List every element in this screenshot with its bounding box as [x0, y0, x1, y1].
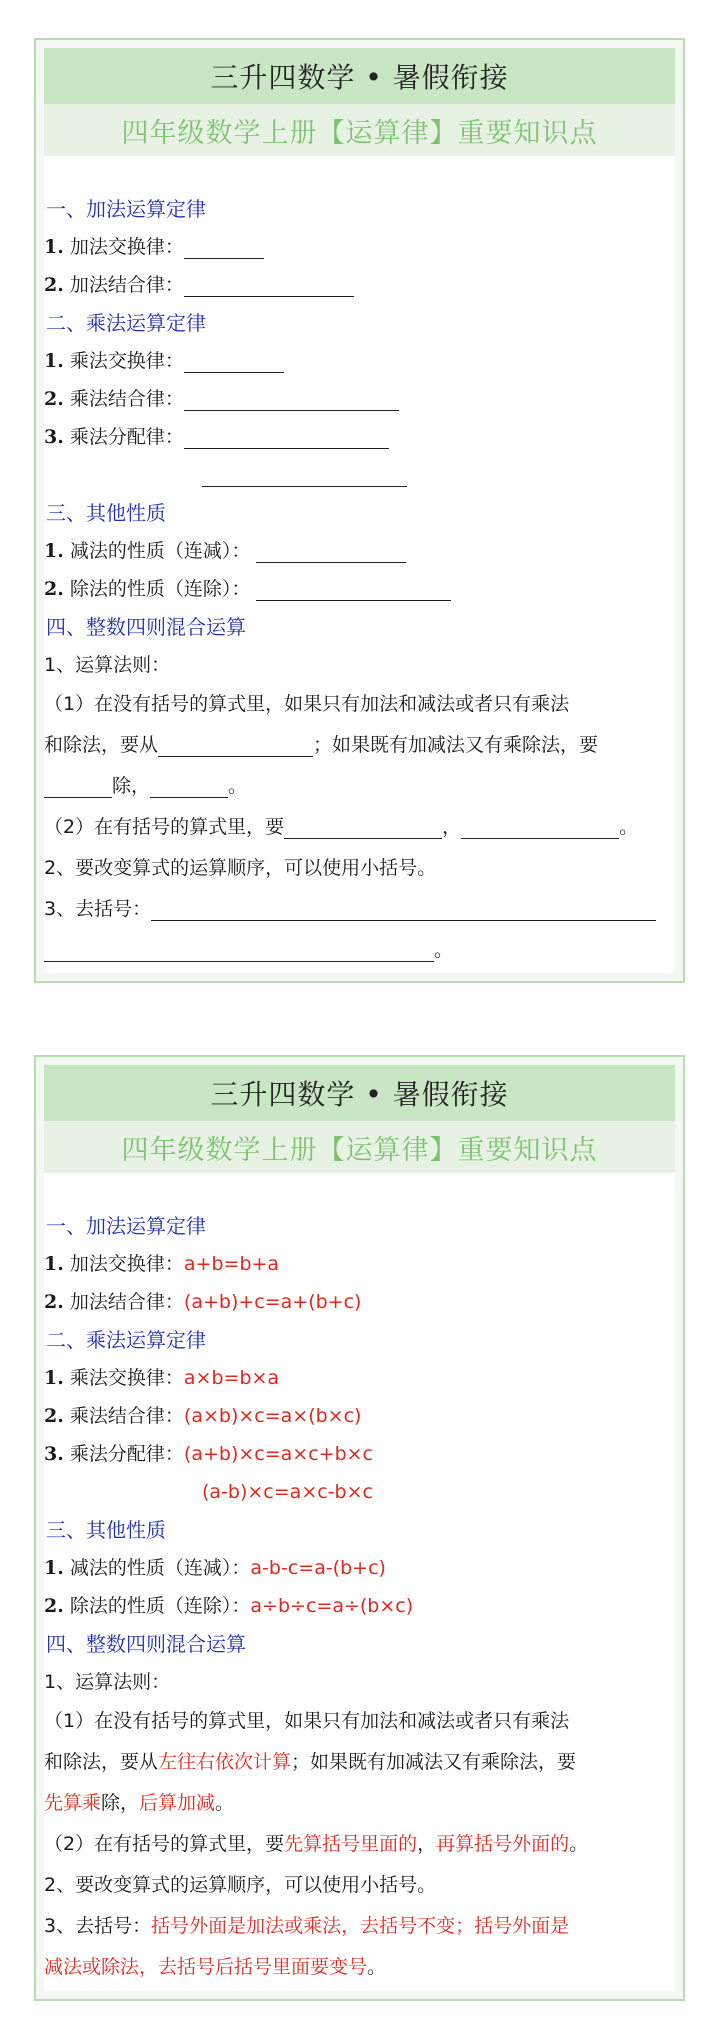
- item-label: 乘法交换律：: [69, 1367, 184, 1389]
- answer-blank[interactable]: [184, 274, 354, 297]
- answer-text: 减法或除法，去括号后括号里面要变号: [44, 1956, 368, 1978]
- answer-blank[interactable]: [184, 350, 284, 373]
- answer-blank[interactable]: [256, 578, 451, 601]
- rule-r2: 2、要改变算式的运算顺序，可以使用小括号。: [44, 1874, 437, 1896]
- card-inner: [44, 48, 675, 973]
- text: 和除法，要从: [44, 734, 159, 756]
- item-add-commute: [44, 1245, 675, 1283]
- text: 。: [367, 1956, 387, 1978]
- text: ；如果既有加减法又有乘除法，要: [313, 734, 599, 756]
- text: 。: [228, 775, 248, 797]
- item-add-commute: [44, 228, 675, 266]
- item-label: 加法结合律：: [69, 1291, 184, 1313]
- rule-1-line-b: [44, 1742, 675, 1783]
- item-number: 2.: [44, 388, 64, 410]
- answer-blank[interactable]: [158, 734, 313, 757]
- item-div-prop: [44, 570, 675, 608]
- item-label: 加法交换律：: [69, 1253, 184, 1275]
- answer-blank[interactable]: [184, 426, 389, 449]
- answer-text: a+b=b+a: [183, 1253, 280, 1275]
- answer-text: (a×b)×c=a×(b×c): [183, 1405, 362, 1427]
- item-number: 2.: [44, 1595, 64, 1617]
- item-label: 乘法分配律：: [69, 1443, 184, 1465]
- text: 和除法，要从: [44, 1751, 159, 1773]
- answer-blank[interactable]: [461, 816, 619, 839]
- item-mul-commute: [44, 1359, 675, 1397]
- rule-2: [44, 807, 675, 848]
- page-title: 三升四数学 • 暑假衔接: [44, 1065, 675, 1121]
- worksheet-body: [44, 1173, 675, 1988]
- worksheet-card-blank: [34, 38, 685, 983]
- item-label: 除法的性质（连除）：: [69, 1595, 251, 1617]
- answer-text: a÷b÷c=a÷(b×c): [250, 1595, 414, 1617]
- page-title: 三升四数学 • 暑假衔接: [44, 48, 675, 104]
- answer-text: (a+b)+c=a+(b+c): [183, 1291, 362, 1313]
- item-number: 1.: [44, 1253, 64, 1275]
- item-label: 除法的性质（连除）：: [69, 578, 251, 600]
- item-mul-dist-2: [44, 1473, 675, 1511]
- item-mul-commute: [44, 342, 675, 380]
- section-heading-other: 三、其他性质: [46, 501, 166, 525]
- answer-blank[interactable]: [151, 898, 656, 921]
- section-heading-mixed: 四、整数四则混合运算: [46, 1632, 246, 1656]
- rules-label: 1、运算法则：: [44, 1671, 171, 1693]
- text: 。: [434, 939, 454, 961]
- answer-blank[interactable]: [44, 775, 112, 798]
- answer-blank[interactable]: [284, 816, 442, 839]
- section-heading-add: 一、加法运算定律: [46, 1214, 206, 1238]
- item-label: 乘法交换律：: [69, 350, 184, 372]
- answer-blank[interactable]: [184, 388, 399, 411]
- item-add-assoc: [44, 1283, 675, 1321]
- text: 。: [619, 816, 639, 838]
- answer-text: 括号外面是加法或乘法，去括号不变；括号外面是: [151, 1915, 570, 1937]
- item-mul-dist-2: [44, 456, 675, 494]
- item-label: 减法的性质（连减）：: [69, 540, 251, 562]
- rule-1-line-c: [44, 1783, 675, 1824]
- answer-text: 先算括号里面的: [284, 1833, 418, 1855]
- item-mul-assoc: [44, 1397, 675, 1435]
- answer-text: (a+b)×c=a×c+b×c: [183, 1443, 373, 1465]
- answer-text: 后算加减: [139, 1792, 216, 1814]
- text: 。: [569, 1833, 589, 1855]
- section-heading-add: 一、加法运算定律: [46, 197, 206, 221]
- section-heading-mul: 二、乘法运算定律: [46, 311, 206, 335]
- rule-1-line-a: （1）在没有括号的算式里，如果只有加法和减法或者只有乘法: [44, 693, 570, 715]
- text: ，: [442, 816, 462, 838]
- item-number: 2.: [44, 1291, 64, 1313]
- item-label: 减法的性质（连减）：: [69, 1557, 251, 1579]
- answer-text: a×b=b×a: [183, 1367, 280, 1389]
- page-subtitle: 四年级数学上册【运算律】重要知识点: [44, 1121, 675, 1173]
- answer-text: 再算括号外面的: [436, 1833, 570, 1855]
- section-heading-mixed: 四、整数四则混合运算: [46, 615, 246, 639]
- item-number: 3.: [44, 426, 64, 448]
- item-number: 2.: [44, 274, 64, 296]
- page-subtitle: 四年级数学上册【运算律】重要知识点: [44, 104, 675, 156]
- rule-r3-line-2: [44, 1947, 675, 1988]
- text: （2）在有括号的算式里，要: [44, 1833, 285, 1855]
- item-number: 2.: [44, 578, 64, 600]
- item-label: 加法交换律：: [69, 236, 184, 258]
- item-number: 1.: [44, 540, 64, 562]
- rules-label: 1、运算法则：: [44, 654, 171, 676]
- text: 除，: [101, 1792, 140, 1814]
- rule-1-line-c: [44, 766, 675, 807]
- item-number: 1.: [44, 1557, 64, 1579]
- item-mul-assoc: [44, 380, 675, 418]
- rule-r3: [44, 1906, 675, 1947]
- text: 3、去括号：: [44, 898, 152, 920]
- rule-2: [44, 1824, 675, 1865]
- rule-1-line-a: （1）在没有括号的算式里，如果只有加法和减法或者只有乘法: [44, 1710, 570, 1732]
- item-number: 1.: [44, 350, 64, 372]
- text: （2）在有括号的算式里，要: [44, 816, 285, 838]
- item-sub-prop: [44, 1549, 675, 1587]
- rule-1-line-b: [44, 725, 675, 766]
- item-sub-prop: [44, 532, 675, 570]
- item-label: 乘法结合律：: [69, 1405, 184, 1427]
- text: 3、去括号：: [44, 1915, 152, 1937]
- item-mul-dist: [44, 1435, 675, 1473]
- item-add-assoc: [44, 266, 675, 304]
- item-label: 乘法结合律：: [69, 388, 184, 410]
- text: 。: [215, 1792, 235, 1814]
- answer-text: (a-b)×c=a×c-b×c: [202, 1481, 373, 1503]
- worksheet-card-answers: [34, 1055, 685, 2001]
- item-label: 乘法分配律：: [69, 426, 184, 448]
- answer-blank[interactable]: [150, 775, 228, 798]
- item-mul-dist: [44, 418, 675, 456]
- rule-r3: [44, 889, 675, 930]
- answer-text: a-b-c=a-(b+c): [250, 1557, 386, 1579]
- answer-text: 左往右依次计算: [158, 1751, 292, 1773]
- answer-blank[interactable]: [256, 540, 406, 563]
- answer-text: 先算乘: [44, 1792, 102, 1814]
- item-label: 加法结合律：: [69, 274, 184, 296]
- item-number: 2.: [44, 1405, 64, 1427]
- section-heading-other: 三、其他性质: [46, 1518, 166, 1542]
- card-inner: [44, 1065, 675, 1991]
- section-heading-mul: 二、乘法运算定律: [46, 1328, 206, 1352]
- item-number: 1.: [44, 1367, 64, 1389]
- text: ；如果既有加减法又有乘除法，要: [291, 1751, 577, 1773]
- worksheet-body: [44, 156, 675, 971]
- answer-blank[interactable]: [184, 236, 264, 259]
- rule-r3-line-2: [44, 930, 675, 971]
- answer-blank[interactable]: [202, 464, 407, 487]
- rule-r2: 2、要改变算式的运算顺序，可以使用小括号。: [44, 857, 437, 879]
- text: 除，: [112, 775, 151, 797]
- item-number: 3.: [44, 1443, 64, 1465]
- answer-blank[interactable]: [44, 939, 434, 962]
- item-number: 1.: [44, 236, 64, 258]
- item-div-prop: [44, 1587, 675, 1625]
- text: ，: [417, 1833, 437, 1855]
